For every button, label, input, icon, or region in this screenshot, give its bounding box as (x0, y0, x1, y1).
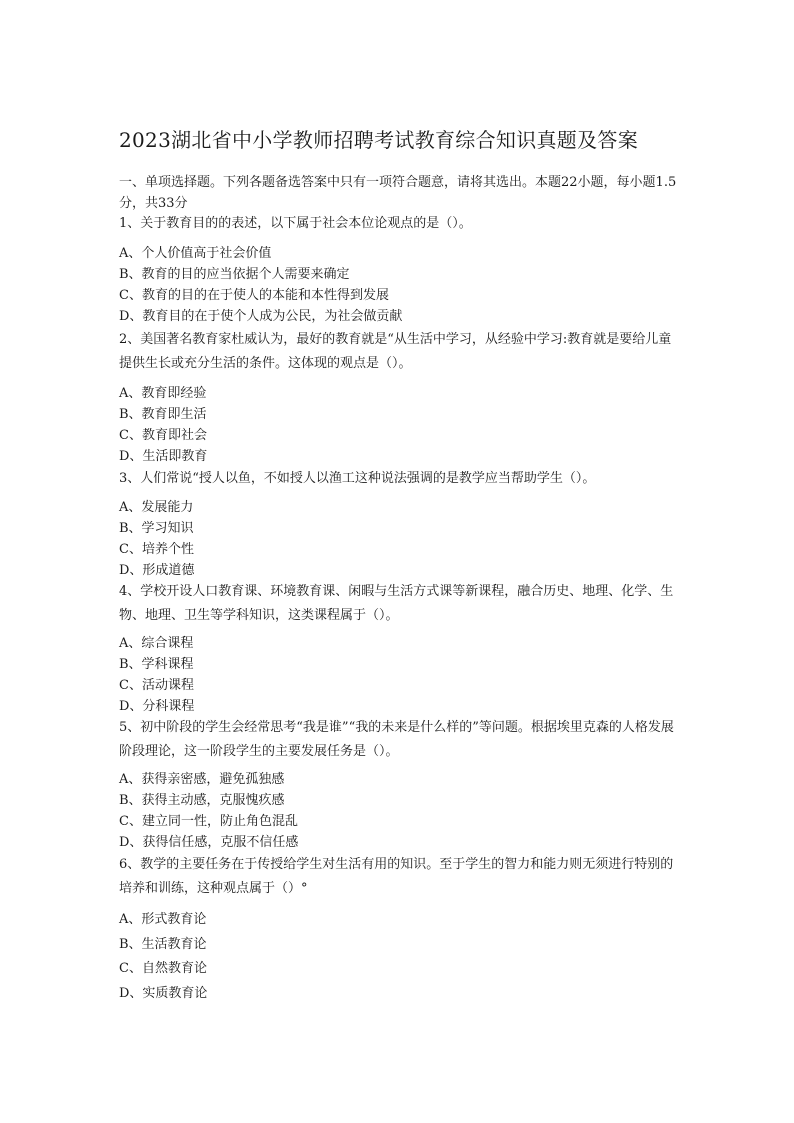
question-4-option-a: A、综合课程 (119, 636, 194, 651)
question-2-option-d: D、生活即教育 (119, 449, 208, 464)
question-1-stem: 1、关于教育目的的表述，以下属于社会本位论观点的是（）。 (119, 216, 472, 231)
question-4-option-d: D、分科课程 (119, 699, 195, 714)
question-3-option-a: A、发展能力 (119, 500, 194, 515)
question-2-option-a: A、教育即经验 (119, 386, 207, 401)
question-6-option-c: C、自然教育论 (119, 961, 207, 976)
question-1-options (119, 243, 519, 327)
section-intro: 一、单项选择题。下列各题备选答案中只有一项符合题意，请将其选出。本题22小题，每小题1.5分，共33分 (119, 175, 677, 211)
question-3-option-d: D、形成道德 (119, 563, 195, 578)
question-2-stem: 2、美国著名教育家杜威认为，最好的教育就是“从生活中学习，从经验中学习:教育就是要给儿童提供生长或充分生活的条件。这体现的观点是（）。 (119, 332, 672, 371)
question-5-option-a: A、获得亲密感，避免孤独感 (119, 772, 285, 787)
question-2-options (119, 383, 519, 467)
question-4-options (119, 633, 519, 717)
question-1-option-c: C、教育的目的在于使人的本能和本性得到发展 (119, 288, 389, 303)
question-2-option-b: B、教育即生活 (119, 407, 207, 422)
question-3-stem: 3、人们常说“授人以鱼，不如授人以渔工这种说法强调的是教学应当帮助学生（）。 (119, 471, 596, 486)
question-2-option-c: C、教育即社会 (119, 428, 207, 443)
question-6-options (119, 908, 519, 1006)
question-5-option-d: D、获得信任感，克服不信任感 (119, 835, 299, 850)
question-6-option-a: A、形式教育论 (119, 912, 207, 927)
question-5-stem: 5、初中阶段的学生会经常思考“我是谁”“我的未来是什么样的”等问题。根据埃里克森的人格发展阶段理论，这一阶段学生的主要发展任务是（）。 (119, 720, 674, 759)
question-1-option-d: D、教育目的在于使个人成为公民，为社会做贡献 (119, 309, 403, 324)
question-6-stem: 6、教学的主要任务在于传授给学生对生活有用的知识。至于学生的智力和能力则无须进行特别的培养和训练，这种观点属于（）° (119, 857, 674, 896)
question-6-option-d: D、实质教育论 (119, 985, 208, 1001)
question-4-option-c: C、活动课程 (119, 678, 194, 693)
question-4-option-b: B、学科课程 (119, 657, 194, 672)
question-3-option-b: B、学习知识 (119, 521, 194, 536)
question-3-option-c: C、培养个性 (119, 542, 194, 557)
question-5-option-b: B、获得主动感，克服愧疚感 (119, 793, 285, 808)
question-5-option-c: C、建立同一性，防止角色混乱 (119, 814, 298, 829)
question-5-options (119, 769, 519, 853)
question-3-options (119, 497, 519, 581)
question-6-option-b: B、生活教育论 (119, 936, 207, 952)
question-1-option-a: A、个人价值高于社会价值 (119, 246, 272, 261)
question-1-option-b: B、教育的目的应当依据个人需要来确定 (119, 267, 350, 282)
page-title: 2023湖北省中小学教师招聘考试教育综合知识真题及答案 (119, 128, 638, 152)
question-4-stem: 4、学校开设人口教育课、环境教育课、闲暇与生活方式课等新课程，融合历史、地理、化学、生物、地理、卫生等学科知识，这类课程属于（）。 (119, 584, 674, 623)
